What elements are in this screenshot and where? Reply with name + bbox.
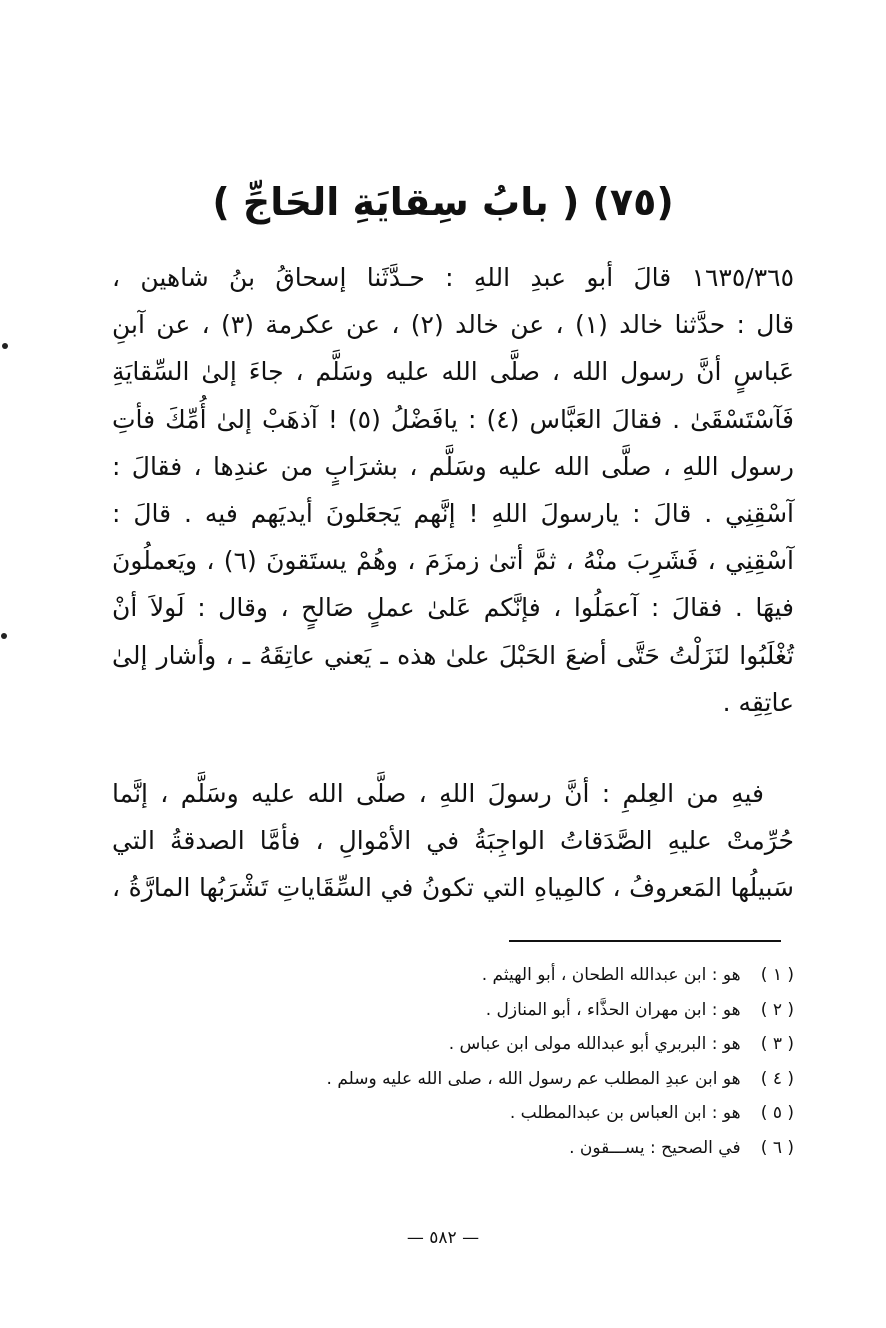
hadith-line: تُغْلَبُوا لنَزَلْتُ حَتَّى أضعَ الحَبْلَ علىٰ هذه ـ يَعني عاتِقَهُ ـ ، وأشار إلىٰ bbox=[112, 640, 794, 670]
commentary-line: سَبيلُها المَعروفُ ، كالمِياهِ التي تكونُ في السِّقَاياتِ تَشْرَبُها المارَّةُ ، bbox=[112, 873, 794, 903]
footnote-text: هو : ابن العباس بن عبدالمطلب . bbox=[509, 1103, 741, 1123]
commentary-line: فيهِ من العِلمِ : أنَّ رسولَ اللهِ ، صلَّى الله عليه وسَلَّم ، إنَّما bbox=[112, 779, 764, 808]
hadith-line: عاتِقِه . bbox=[722, 687, 794, 717]
hadith-line: قال : حدَّثنا خالد (١) ، عن خالد (٢) ، عن عكرمة (٣) ، عن آبنِ bbox=[112, 310, 795, 340]
footnote-text: هو : ابن عبدالله الطحان ، أبو الهيثم . bbox=[481, 965, 741, 985]
footnote bbox=[94, 993, 794, 1028]
chapter-title: (٧٥) ( بابُ سِقايَةِ الحَاجِّ ) bbox=[212, 180, 674, 224]
hadith-line: عَباسٍ أنَّ رسول الله ، صلَّى الله عليه وسَلَّم ، جاءَ إلىٰ السِّقايَةِ bbox=[112, 357, 794, 387]
hadith-line: رسول اللهِ ، صلَّى الله عليه وسَلَّم ، بشرَابٍ من عندِها ، فقالَ : bbox=[112, 451, 794, 481]
footnote bbox=[94, 1131, 794, 1166]
footnote-number: ( ٥ ) bbox=[760, 1103, 794, 1123]
footnote bbox=[94, 1096, 794, 1131]
footnote bbox=[94, 1062, 794, 1097]
commentary-text bbox=[112, 770, 794, 912]
footnote-text: هو : ابن مهران الحذَّاء ، أبو المنازل . bbox=[485, 999, 741, 1020]
page-number: — ٥٨٢ — bbox=[406, 1228, 480, 1248]
footnote-number: ( ٣ ) bbox=[760, 1034, 794, 1054]
footnote-number: ( ٦ ) bbox=[760, 1137, 794, 1158]
footnote-number: ( ١ ) bbox=[760, 965, 794, 985]
footnote-number: ( ٤ ) bbox=[760, 1068, 794, 1089]
footnote-text: هو : البربري أبو عبدالله مولى ابن عباس . bbox=[448, 1034, 741, 1054]
hadith-line: فَآسْتَسْقَىٰ . فقالَ العَبَّاس (٤) : يافَضْلُ (٥) ! آذهَبْ إلىٰ أُمِّكَ فأتِ bbox=[112, 404, 795, 434]
margin-mark bbox=[1, 633, 7, 639]
margin-mark bbox=[2, 343, 8, 349]
hadith-line: آسْقِنِي . قالَ : يارسولَ اللهِ ! إنَّهم يَجعَلونَ أيديَهم فيه . قالَ : bbox=[112, 499, 794, 529]
footnote bbox=[94, 1027, 794, 1062]
hadith-line: فيهَا . فقالَ : آعمَلُوا ، فإنَّكم عَلىٰ عملٍ صَالحٍ ، وقال : لَولاَ أنْ bbox=[112, 593, 794, 623]
hadith-line: آسْقِنِي ، فَشَرِبَ منْهُ ، ثمَّ أتىٰ زمزَمَ ، وهُمْ يستَقونَ (٦) ، ويَعملُونَ bbox=[112, 546, 794, 576]
footnote bbox=[94, 958, 794, 993]
hadith-line: ١٦٣٥/٣٦٥ قالَ أبو عبدِ اللهِ : حـدَّثَنا إسحاقُ بنُ شاهين ، bbox=[112, 263, 794, 292]
footnote-text: هو ابن عبدِ المطلب عم رسول الله ، صلى الله عليه وسلم . bbox=[326, 1068, 741, 1089]
footnote-text: في الصحيح : يســـقون . bbox=[569, 1137, 741, 1158]
footnote-divider bbox=[509, 940, 781, 942]
commentary-line: حُرِّمتْ عليهِ الصَّدَقاتُ الواجِبَةُ في الأمْوالِ ، فأمَّا الصدقةُ التي bbox=[112, 826, 794, 856]
footnotes bbox=[94, 958, 794, 1165]
hadith-text bbox=[112, 254, 794, 726]
footnote-number: ( ٢ ) bbox=[760, 999, 794, 1020]
